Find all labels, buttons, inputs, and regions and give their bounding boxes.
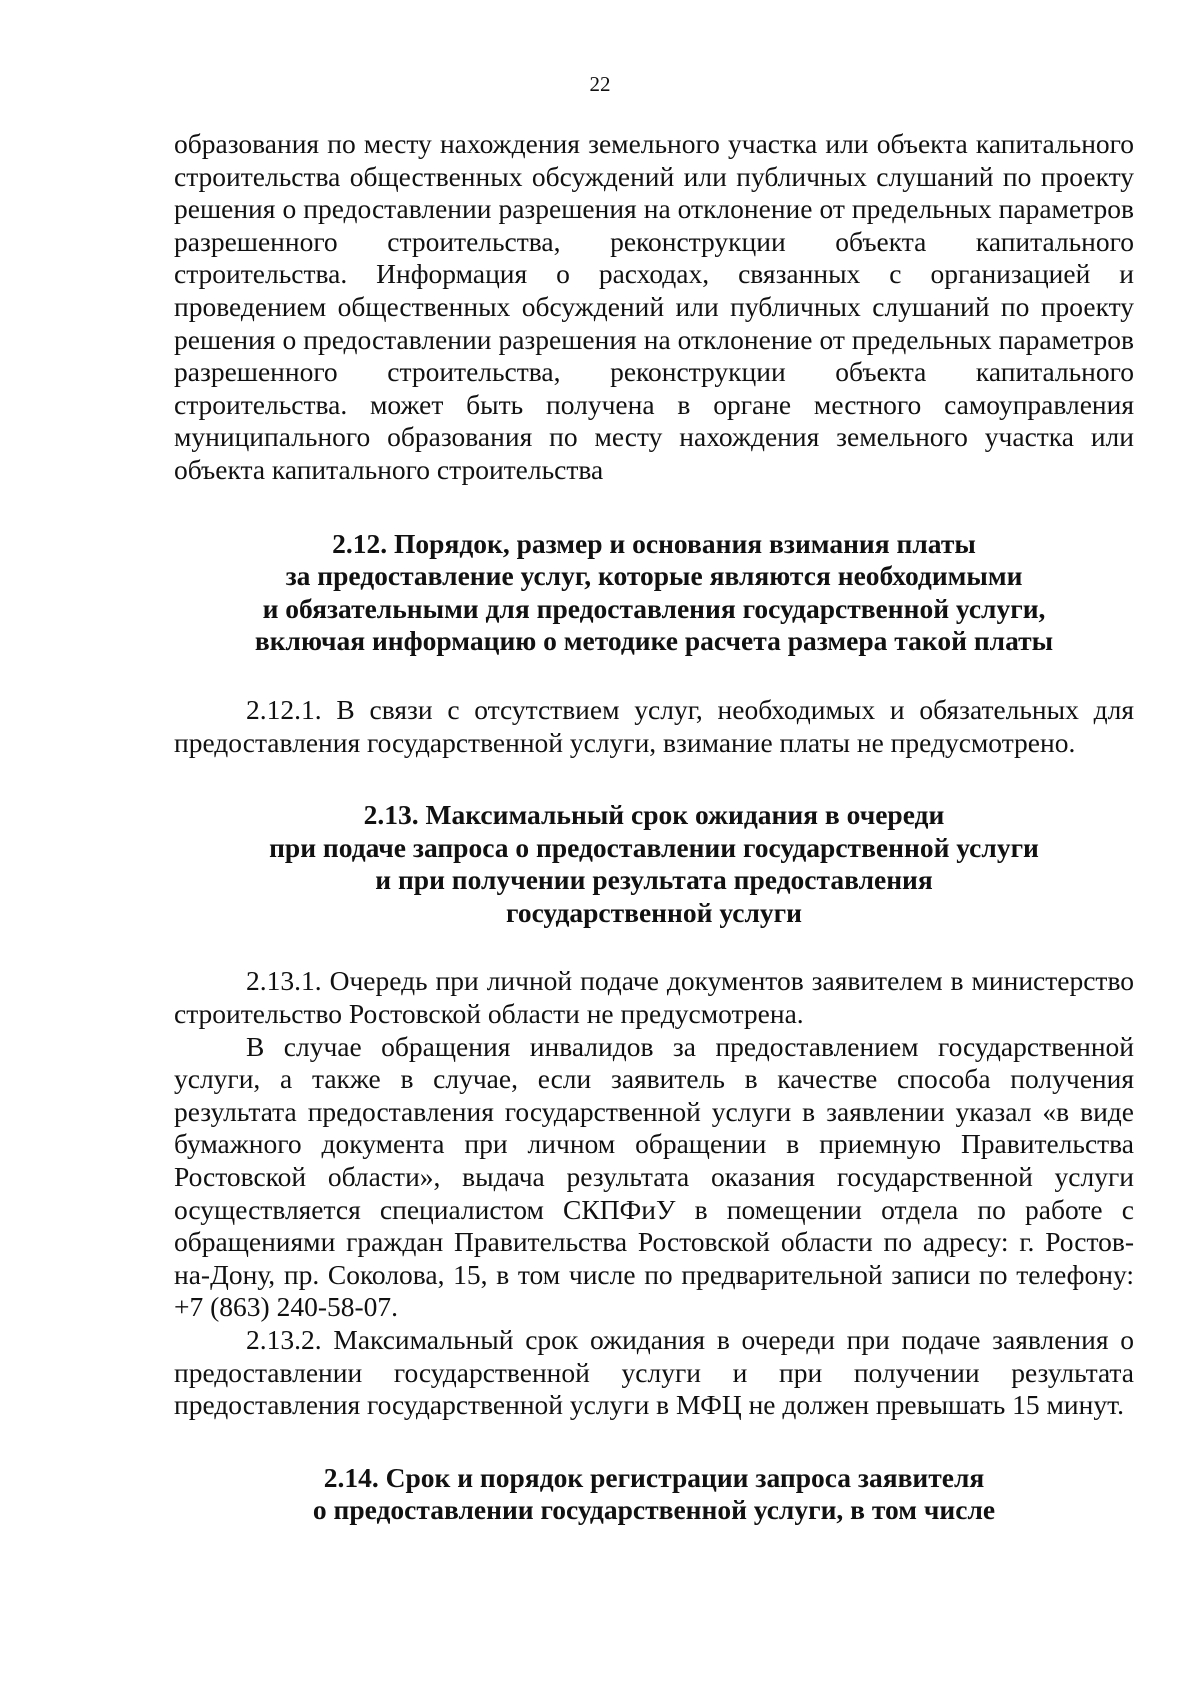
heading-line: 2.12. Порядок, размер и основания взимания платы: [332, 527, 976, 559]
page-number: 22: [589, 72, 611, 96]
heading-line: государственной услуги: [506, 896, 802, 928]
heading-line: и при получении результата предоставления: [375, 864, 933, 896]
page-content: [174, 128, 1134, 1527]
heading-line: 2.13. Максимальный срок ожидания в очереди: [363, 799, 945, 831]
section-2-13-paragraph-2: В случае обращения инвалидов за предоставлением государственной услуги, а также в случае, если заявитель в качестве способа получения результата предоставления государственной услуги в заявлении указал «в виде бумажного документа при личном обращении в приемную Правительства Ростовской области», выдача результата оказания государственной услуги осуществляется специалистом СКПФиУ в помещении отдела по работе с обращениями граждан Правительства Ростовской области по адресу: г. Ростов-на-Дону, пр. Соколова, 15, в том числе по предварительной записи по телефону: +7 (863) 240-58-07.: [174, 1030, 1134, 1323]
heading-line: 2.14. Срок и порядок регистрации запроса заявителя: [323, 1461, 985, 1493]
section-2-13-heading: [174, 799, 1134, 929]
heading-line: за предоставление услуг, которые являются необходимыми: [285, 560, 1023, 592]
section-2-14-heading: [174, 1462, 1134, 1527]
intro-paragraph: образования по месту нахождения земельного участка или объекта капитального строительства общественных обсуждений или публичных слушаний по проекту решения о предоставлении разрешения на отклонение от предельных параметров разрешенного строительства, реконструкции объекта капитального строительства. Информация о расходах, связанных с организацией и проведением общественных обсуждений или публичных слушаний по проекту решения о предоставлении разрешения на отклонение от предельных параметров разрешенного строительства, реконструкции объекта капитального строительства. может быть получена в органе местного самоуправления муниципального образования по месту нахождения земельного участка или объекта капитального строительства: [174, 128, 1134, 485]
heading-line: и обязательными для предоставления государственной услуги,: [262, 592, 1046, 624]
heading-line: о предоставлении государственной услуги, в том числе: [312, 1494, 996, 1526]
section-2-12-paragraph-1: 2.12.1. В связи с отсутствием услуг, необходимых и обязательных для предоставления государственной услуги, взимание платы не предусмотрено.: [174, 693, 1134, 758]
heading-line: при подаче запроса о предоставлении государственной услуги: [269, 831, 1039, 863]
section-2-12-heading: [174, 528, 1134, 658]
section-2-13-paragraph-1: 2.13.1. Очередь при личной подаче документов заявителем в министерство строительство Ростовской области не предусмотрена.: [174, 965, 1134, 1030]
section-2-13-paragraph-3: 2.13.2. Максимальный срок ожидания в очереди при подаче заявления о предоставлении государственной услуги и при получении результата предоставления государственной услуги в МФЦ не должен превышать 15 минут.: [174, 1324, 1134, 1421]
heading-line: включая информацию о методике расчета размера такой платы: [254, 625, 1054, 657]
